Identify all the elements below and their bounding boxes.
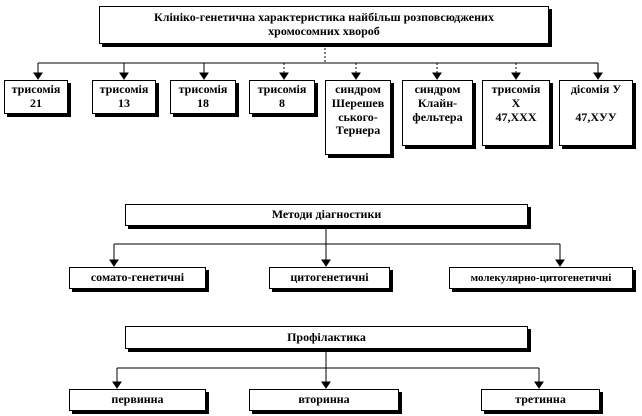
disease-label: фельтера — [412, 109, 463, 124]
disease-label: Х — [511, 95, 521, 110]
disease-label: трисомія — [257, 82, 307, 97]
disease-label: Клайн- — [417, 95, 458, 110]
disease-box-trisomy-8 — [249, 80, 315, 114]
prevention-type-label: третинна — [515, 392, 566, 407]
disease-label: синдром — [414, 82, 461, 96]
disease-box-shereshevsky-turner — [325, 80, 391, 155]
diagram-title-line2: хромосомних хвороб — [268, 24, 380, 38]
diagram-title-line1: Клініко-генетична характеристика найбільш розповсюджених — [154, 10, 494, 25]
disease-label: ського- — [338, 109, 378, 124]
prevention-title: Профілактика — [287, 329, 366, 344]
disease-label: 47,ХХХ — [495, 109, 537, 124]
disease-label: дісомія У — [570, 82, 622, 96]
disease-label: 47,ХУУ — [575, 109, 617, 124]
diagnostics-method-label: цитогенетичні — [290, 270, 369, 285]
prevention-title-box — [125, 326, 528, 349]
prevention-type-tertiary — [481, 389, 600, 411]
disease-box-disomy-y — [559, 80, 633, 146]
prevention-type-label: вторинна — [298, 392, 350, 407]
diagnostics-method-molecular-cytogenetic — [449, 267, 633, 289]
disease-label: трисомія — [178, 82, 228, 97]
diagram-title-box — [99, 6, 549, 44]
prevention-type-label: первинна — [111, 392, 164, 407]
disease-label: синдром — [335, 82, 381, 96]
prevention-type-secondary — [249, 389, 399, 411]
diagnostics-title-box — [125, 204, 528, 226]
diagnostics-title: Методи діагностики — [271, 207, 382, 222]
disease-box-klinefelter — [402, 80, 473, 146]
disease-label: Тернера — [335, 123, 381, 138]
diagnostics-method-label: сомато-генетичні — [90, 270, 185, 285]
disease-label: трисомія — [11, 82, 61, 97]
diagnostics-method-label: молекулярно-цитогенетичні — [470, 271, 612, 284]
diagnostics-method-cytogenetic — [269, 267, 390, 289]
diagnostics-method-somato-genetic — [69, 267, 206, 289]
disease-label: трисомія — [99, 82, 149, 97]
prevention-type-primary — [69, 389, 206, 411]
disease-box-trisomy-21 — [4, 80, 68, 114]
disease-label: Шерешев — [331, 95, 385, 110]
disease-box-trisomy-18 — [170, 80, 236, 114]
disease-label: 18 — [197, 96, 209, 110]
disease-box-trisomy-x — [482, 80, 550, 146]
disease-label: трисомія — [491, 82, 541, 96]
disease-label: 21 — [30, 96, 42, 110]
disease-label: 13 — [118, 96, 130, 110]
disease-label: 8 — [279, 96, 285, 110]
disease-box-trisomy-13 — [92, 80, 156, 114]
